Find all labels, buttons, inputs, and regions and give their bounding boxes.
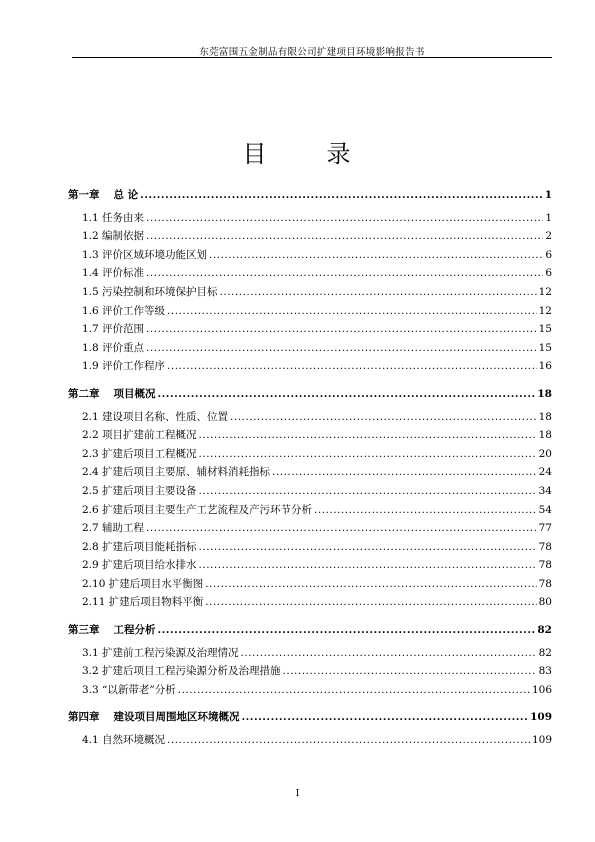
- page-ref: 1: [545, 211, 552, 224]
- chapter-title: 工程分析: [113, 624, 156, 637]
- section-title: 3.3 “以新带老”分析: [82, 683, 176, 696]
- page-number: I: [295, 789, 300, 799]
- page-ref: 20: [538, 447, 552, 460]
- page-ref: 78: [538, 577, 552, 590]
- page-ref: 54: [538, 503, 552, 516]
- section-title: 1.9 评价工作程序: [82, 360, 166, 373]
- dot-leader: [167, 302, 537, 321]
- toc-section-entry[interactable]: [68, 538, 552, 557]
- dot-leader: [242, 708, 529, 727]
- toc-chapter-label: [68, 621, 156, 640]
- dot-leader: [241, 644, 537, 663]
- title-char-left: 目: [242, 140, 269, 168]
- dot-leader: [167, 357, 537, 376]
- toc-section-entry[interactable]: [68, 482, 552, 501]
- toc-section-entry[interactable]: [68, 320, 552, 339]
- running-header: 东莞富围五金制品有限公司扩建项目环境影响报告书: [199, 47, 425, 58]
- dot-leader: [272, 463, 537, 482]
- toc-section-entry[interactable]: [68, 463, 552, 482]
- dot-leader: [140, 186, 543, 205]
- header-rule: [72, 57, 552, 58]
- dot-leader: [283, 662, 537, 681]
- toc-section-entry[interactable]: [68, 731, 552, 750]
- dot-leader: [199, 556, 537, 575]
- dot-leader: [146, 519, 537, 538]
- toc-section-entry[interactable]: [68, 593, 552, 612]
- toc-section-entry[interactable]: [68, 283, 552, 302]
- chapter-title: 项目概况: [113, 387, 156, 400]
- dot-leader: [178, 681, 530, 700]
- toc-section-entry[interactable]: [68, 408, 552, 427]
- toc-section-entry[interactable]: [68, 302, 552, 321]
- toc-chapter-entry[interactable]: [68, 385, 552, 404]
- page-ref: 15: [538, 323, 552, 336]
- chapter-title: 总 论: [113, 189, 139, 201]
- section-title: 1.3 评价区域环境功能区划: [82, 248, 208, 261]
- dot-leader: [146, 227, 543, 246]
- dot-leader: [205, 593, 536, 612]
- page-ref: 77: [538, 522, 552, 535]
- toc-section-entry[interactable]: [68, 662, 552, 681]
- page-title: [0, 134, 595, 169]
- page-ref: 78: [538, 540, 552, 553]
- dot-leader: [199, 445, 537, 464]
- table-of-contents: [68, 186, 552, 750]
- section-title: 2.3 扩建后项目工程概况: [82, 447, 197, 460]
- toc-chapter-entry[interactable]: [68, 708, 552, 727]
- toc-chapter-label: [68, 385, 156, 404]
- chapter-number: 第三章: [68, 624, 100, 637]
- section-title: 1.8 评价重点: [82, 341, 145, 354]
- page-ref: 16: [538, 360, 552, 373]
- toc-section-entry[interactable]: [68, 519, 552, 538]
- chapter-title: 建设项目周围地区环境概况: [113, 711, 240, 724]
- section-title: 2.11 扩建后项目物料平衡: [82, 596, 204, 609]
- page-ref: 12: [538, 285, 552, 298]
- section-title: 4.1 自然环境概况: [82, 734, 166, 747]
- section-title: 1.7 评价范围: [82, 323, 145, 336]
- dot-leader: [199, 426, 537, 445]
- page-ref: 18: [538, 429, 552, 442]
- dot-leader: [209, 246, 543, 265]
- toc-section-entry[interactable]: [68, 556, 552, 575]
- section-title: 2.6 扩建后项目主要生产工艺流程及产污环节分析: [82, 503, 313, 516]
- toc-section-entry[interactable]: [68, 357, 552, 376]
- page-ref: 80: [538, 596, 552, 609]
- dot-leader: [199, 538, 537, 557]
- page-ref: 106: [531, 683, 552, 696]
- section-title: 1.4 评价标准: [82, 267, 145, 280]
- chapter-number: 第一章: [68, 189, 100, 201]
- page-ref: 15: [538, 341, 552, 354]
- section-title: 2.9 扩建后项目给水排水: [82, 559, 197, 572]
- toc-section-entry[interactable]: [68, 501, 552, 520]
- toc-section-entry[interactable]: [68, 339, 552, 358]
- chapter-number: 第四章: [68, 711, 100, 724]
- page-ref: 34: [538, 484, 552, 497]
- chapter-number: 第二章: [68, 387, 100, 400]
- section-title: 3.1 扩建前工程污染源及治理情况: [82, 646, 239, 659]
- dot-leader: [158, 621, 536, 640]
- dot-leader: [230, 408, 537, 427]
- dot-leader: [167, 731, 530, 750]
- dot-leader: [146, 320, 537, 339]
- toc-section-entry[interactable]: [68, 575, 552, 594]
- dot-leader: [146, 264, 543, 283]
- title-char-right: 录: [326, 140, 353, 168]
- section-title: 1.6 评价工作等级: [82, 304, 166, 317]
- toc-chapter-entry[interactable]: [68, 621, 552, 640]
- toc-section-entry[interactable]: [68, 209, 552, 228]
- toc-section-entry[interactable]: [68, 445, 552, 464]
- dot-leader: [314, 501, 537, 520]
- dot-leader: [158, 385, 536, 404]
- section-title: 2.7 辅助工程: [82, 522, 145, 535]
- section-title: 1.5 污染控制和环境保护目标: [82, 285, 218, 298]
- toc-chapter-label: [68, 708, 240, 727]
- section-title: 3.2 扩建后项目工程污染源分析及治理措施: [82, 665, 281, 678]
- toc-chapter-label: [68, 186, 138, 205]
- dot-leader: [146, 339, 537, 358]
- dot-leader: [199, 482, 537, 501]
- page-ref: 18: [538, 410, 552, 423]
- toc-section-entry[interactable]: [68, 264, 552, 283]
- section-title: 2.4 扩建后项目主要原、辅材料消耗指标: [82, 466, 271, 479]
- page-ref: 2: [545, 230, 552, 243]
- toc-section-entry[interactable]: [68, 246, 552, 265]
- dot-leader: [146, 209, 543, 228]
- toc-section-entry[interactable]: [68, 227, 552, 246]
- section-title: 2.2 项目扩建前工程概况: [82, 429, 197, 442]
- dot-leader: [220, 283, 537, 302]
- page-ref: 18: [537, 387, 552, 400]
- section-title: 1.1 任务由来: [82, 211, 145, 224]
- section-title: 2.8 扩建后项目能耗指标: [82, 540, 197, 553]
- dot-leader: [205, 575, 536, 594]
- page-ref: 24: [538, 466, 552, 479]
- section-title: 1.2 编制依据: [82, 230, 145, 243]
- page-ref: 82: [538, 646, 552, 659]
- page-ref: 6: [545, 248, 552, 261]
- page-ref: 78: [538, 559, 552, 572]
- toc-section-entry[interactable]: [68, 426, 552, 445]
- page-ref: 6: [545, 267, 552, 280]
- page-ref: 83: [538, 665, 552, 678]
- toc-chapter-entry[interactable]: [68, 186, 552, 205]
- page-ref: 82: [537, 624, 552, 637]
- toc-section-entry[interactable]: [68, 644, 552, 663]
- page-ref: 12: [538, 304, 552, 317]
- page-ref: 1: [544, 189, 552, 201]
- section-title: 2.5 扩建后项目主要设备: [82, 484, 197, 497]
- section-title: 2.1 建设项目名称、性质、位置: [82, 410, 229, 423]
- page-ref: 109: [531, 734, 552, 747]
- toc-section-entry[interactable]: [68, 681, 552, 700]
- page-ref: 109: [530, 711, 552, 724]
- section-title: 2.10 扩建后项目水平衡图: [82, 577, 204, 590]
